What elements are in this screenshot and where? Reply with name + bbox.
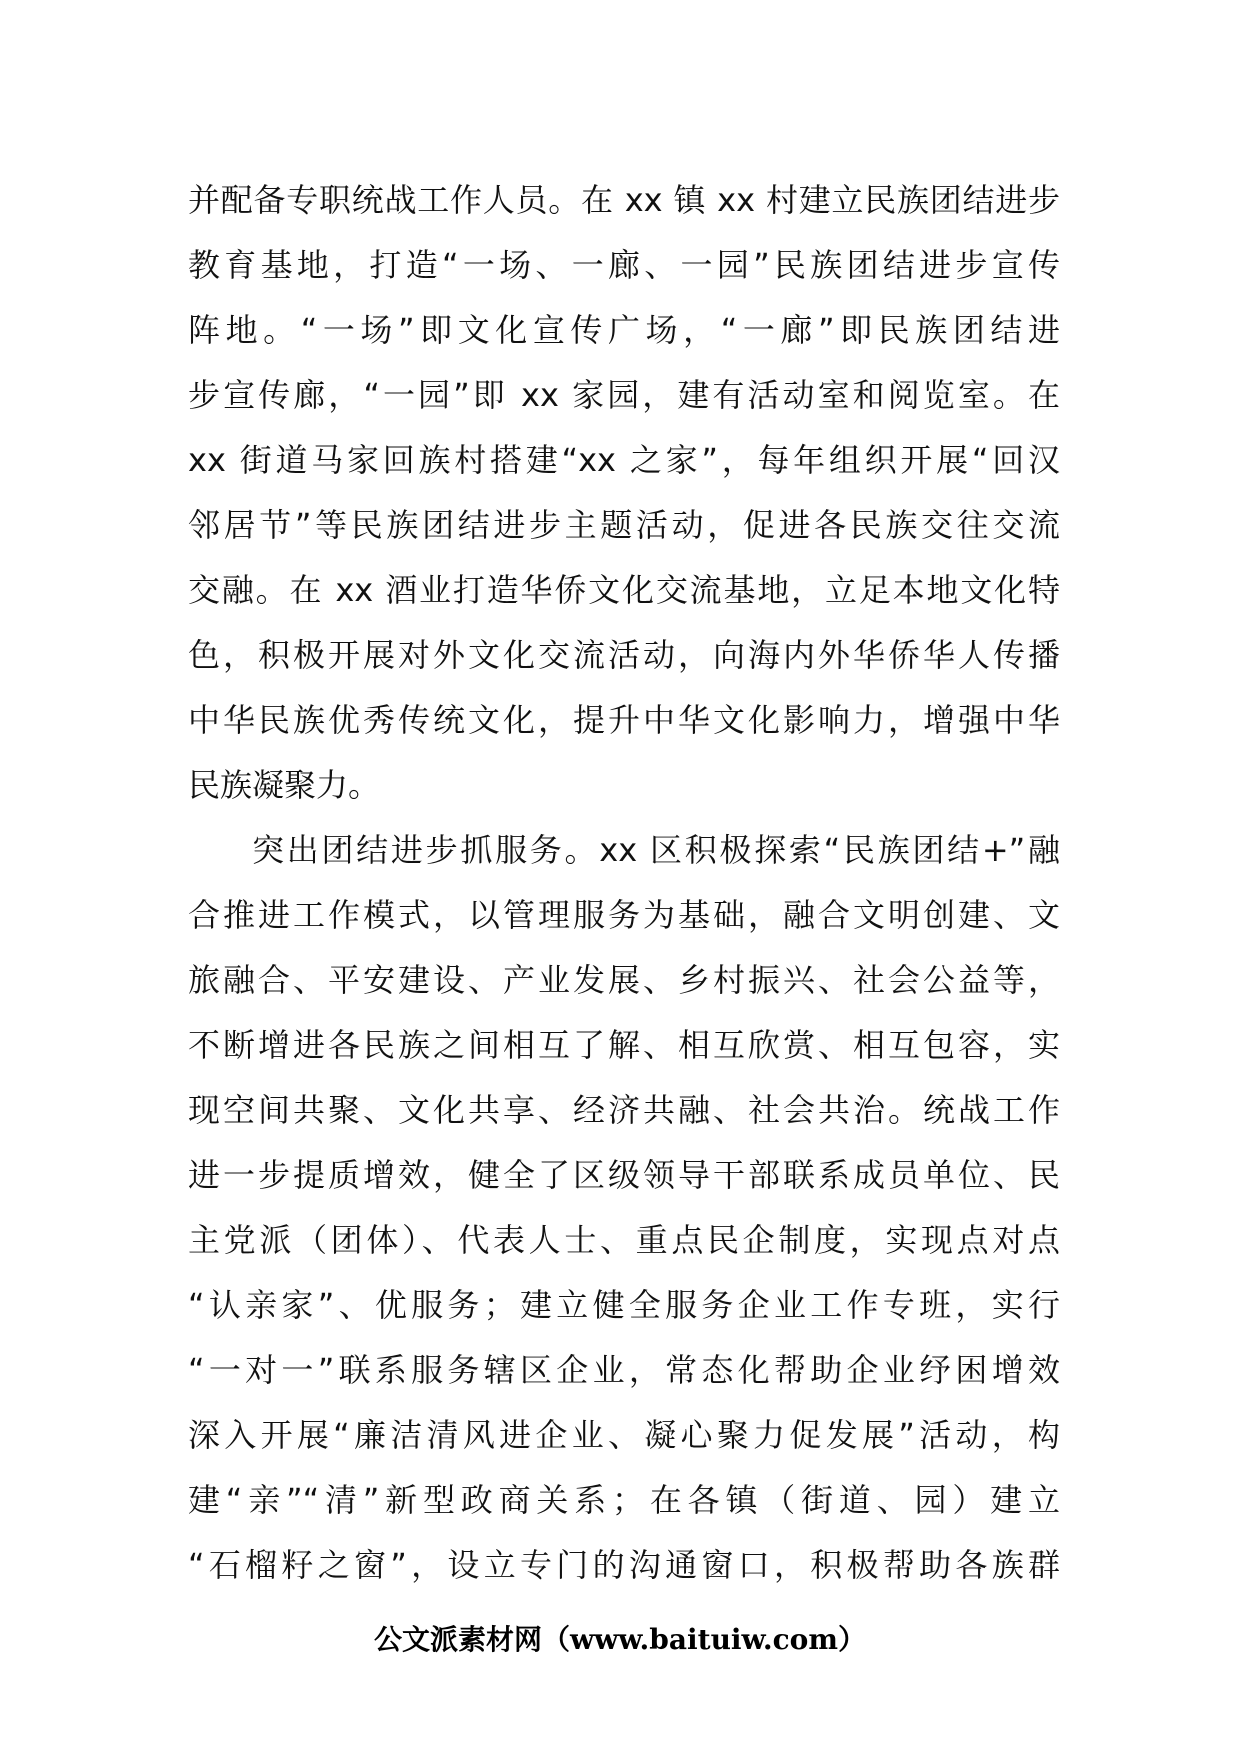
text-line: “石榴籽之窗”，设立专门的沟通窗口，积极帮助各族群 bbox=[188, 1546, 1060, 1584]
text-line: 中华民族优秀传统文化，提升中华文化影响力，增强中华 bbox=[188, 701, 1060, 739]
footer-watermark: 公文派素材网（www.baituiw.com） bbox=[374, 1623, 866, 1656]
text-line: 现空间共聚、文化共享、经济共融、社会共治。统战工作 bbox=[188, 1091, 1060, 1129]
text-line: 阵地。“一场”即文化宣传广场，“一廊”即民族团结进 bbox=[188, 311, 1060, 349]
text-line: 合推进工作模式，以管理服务为基础，融合文明创建、文 bbox=[188, 896, 1060, 934]
text-line: 突出团结进步抓服务。xx 区积极探索“民族团结+”融 bbox=[252, 831, 1060, 869]
text-line: “认亲家”、优服务；建立健全服务企业工作专班，实行 bbox=[188, 1286, 1060, 1324]
text-line: 教育基地，打造“一场、一廊、一园”民族团结进步宣传 bbox=[188, 246, 1060, 284]
text-line: “一对一”联系服务辖区企业，常态化帮助企业纾困增效 bbox=[188, 1351, 1060, 1389]
text-line: 交融。在 xx 酒业打造华侨文化交流基地，立足本地文化特 bbox=[188, 571, 1060, 609]
text-line: 步宣传廊，“一园”即 xx 家园，建有活动室和阅览室。在 bbox=[188, 376, 1060, 414]
text-line: 主党派（团体）、代表人士、重点民企制度，实现点对点 bbox=[188, 1221, 1060, 1259]
text-line: 旅融合、平安建设、产业发展、乡村振兴、社会公益等， bbox=[188, 961, 1060, 999]
text-line: 并配备专职统战工作人员。在 xx 镇 xx 村建立民族团结进步 bbox=[188, 181, 1060, 219]
text-line: 深入开展“廉洁清风进企业、凝心聚力促发展”活动，构 bbox=[188, 1416, 1060, 1454]
text-line: 建“亲”“清”新型政商关系；在各镇（街道、园）建立 bbox=[188, 1481, 1060, 1519]
paragraph-2 bbox=[188, 818, 1060, 1598]
text-line: 民族凝聚力。 bbox=[188, 766, 381, 804]
text-line: 进一步提质增效，健全了区级领导干部联系成员单位、民 bbox=[188, 1156, 1060, 1194]
document-body bbox=[188, 168, 1060, 1598]
text-line: xx 街道马家回族村搭建“xx 之家”，每年组织开展“回汉 bbox=[188, 441, 1060, 479]
text-line: 色，积极开展对外文化交流活动，向海内外华侨华人传播 bbox=[188, 636, 1060, 674]
paragraph-1 bbox=[188, 168, 1060, 818]
text-line: 邻居节”等民族团结进步主题活动，促进各民族交往交流 bbox=[188, 506, 1060, 544]
text-line: 不断增进各民族之间相互了解、相互欣赏、相互包容，实 bbox=[188, 1026, 1060, 1064]
